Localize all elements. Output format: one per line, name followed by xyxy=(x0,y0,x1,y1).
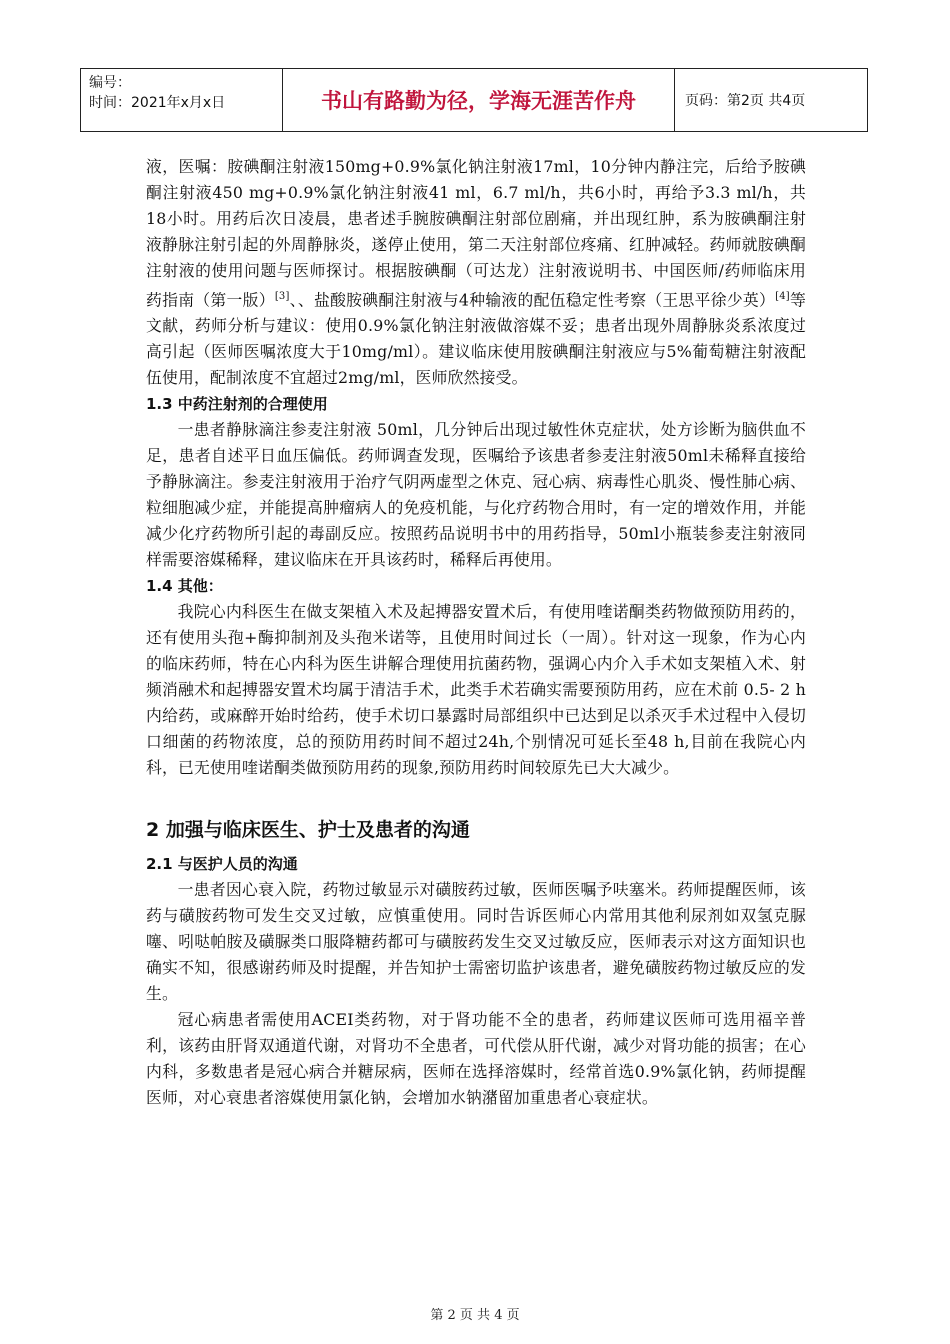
paragraph-shenmai: 一患者静脉滴注参麦注射液 50ml，几分钟后出现过敏性休克症状，处方诊断为脑供血不足，患者自述平日血压偏低。药师调查发现，医嘱给予该患者参麦注射液50ml未稀释直接给予静脉滴注。参麦注射液用于治疗气阴两虚型之休克、冠心病、病毒性心肌炎、慢性肺心病、粒细胞减少症，并能提高肿瘤病人的免疫机能，与化疗药物合用时，有一定的增效作用，并能减少化疗药物所引起的毒副反应。按照药品说明书中的用药指导，50ml小瓶装参麦注射液同样需要溶媒稀释，建议临床在开具该药时，稀释后再使用。 xyxy=(146,420,806,570)
reference-4: [4] xyxy=(775,291,790,302)
section-heading-2: 2 加强与临床医生、护士及患者的沟通 xyxy=(146,819,470,842)
paragraph-text: 、、盐酸胺碘酮注射液与4种输液的配伍稳定性考察（王思平徐少英） xyxy=(289,290,776,310)
paragraph-amiodarone xyxy=(146,154,806,391)
paragraph-acei: 冠心病患者需使用ACEI类药物，对于肾功能不全的患者，药师建议医师可选用福辛普利，该药由肝肾双通道代谢，对肾功不全患者，可代偿从肝代谢，减少对肾功能的损害；在心内科，多数患者是冠心病合并糖尿病，医师在选择溶媒时，经常首选0.9%氯化钠，药师提醒医师，对心衰患者溶媒使用氯化钠，会增加水钠潴留加重患者心衰症状。 xyxy=(146,1010,806,1108)
paragraph-text: 液，医嘱：胺碘酮注射液150mg+0.9%氯化钠注射液17ml，10分钟内静注完，后给予胺碘酮注射液450 mg+0.9%氯化钠注射液41 ml，6.7 ml/h，共6小时，再给予3.3 ml/h，共18小时。用药后次日凌晨，患者述手腕胺碘酮注射部位剧痛，并出现红肿，系为胺碘酮注射液静脉注射引起的外周静脉炎，遂停止使用，第二天注射部位疼痛、红肿减轻。药师就胺碘酮注射液的使用问题与医师探讨。根据胺碘酮（可达龙）注射液说明书、中国医师/药师临床用药指南（第一版） xyxy=(146,157,806,310)
paragraph-sulfonamide: 一患者因心衰入院，药物过敏显示对磺胺药过敏，医师医嘱予呋塞米。药师提醒医师，该药与磺胺药物可发生交叉过敏，应慎重使用。同时告诉医师心内常用其他利尿剂如双氢克脲噻、吲哒帕胺及磺脲类口服降糖药都可与磺胺药发生交叉过敏反应，医师表示对这方面知识也确实不知，很感谢药师及时提醒，并告知护士需密切监护该患者，避免磺胺药物过敏反应的发生。 xyxy=(146,880,806,1004)
document-body xyxy=(146,154,806,1111)
time-label: 时间：2021年x月x日 xyxy=(89,95,226,111)
header-motto: 书山有路勤为径，学海无涯苦作舟 xyxy=(283,69,675,131)
page-header xyxy=(80,68,868,132)
paragraph-cardiology: 我院心内科医生在做支架植入术及起搏器安置术后，有使用喹诺酮类药物做预防用药的，还有使用头孢+酶抑制剂及头孢米诺等，且使用时间过长（一周）。针对这一现象，作为心内的临床药师，特在心内科为医生讲解合理使用抗菌药物，强调心内介入手术如支架植入术、射频消融术和起搏器安置术均属于清洁手术，此类手术若确实需要预防用药，应在术前 0.5- 2 h内给药，或麻醉开始时给药，使手术切口暴露时局部组织中已达到足以杀灭手术过程中入侵切口细菌的药物浓度，总的预防用药时间不超过24h,个别情况可延长至48 h,目前在我院心内科，已无使用喹诺酮类做预防用药的现象,预防用药时间较原先已大大减少。 xyxy=(146,602,806,778)
paragraph-text: 等文献，药师分析与建议：使用0.9%氯化钠注射液做溶媒不妥；患者出现外周静脉炎系浓度过高引起（医师医嘱浓度大于10mg/ml）。建议临床使用胺碘酮注射液应与5%葡萄糖注射液配伍使用，配制浓度不宜超过2mg/ml，医师欣然接受。 xyxy=(146,290,807,388)
page-footer: 第 2 页 共 4 页 xyxy=(430,1308,520,1323)
number-label: 编号： xyxy=(89,75,131,91)
header-page-info: 页码：第2页 共4页 xyxy=(685,93,806,109)
reference-3: [3] xyxy=(274,291,290,302)
section-heading-2-1: 2.1 与医护人员的沟通 xyxy=(146,855,298,874)
section-heading-1-3: 1.3 中药注射剂的合理使用 xyxy=(146,395,328,414)
section-heading-1-4: 1.4 其他： xyxy=(146,577,223,596)
header-meta xyxy=(81,69,283,131)
